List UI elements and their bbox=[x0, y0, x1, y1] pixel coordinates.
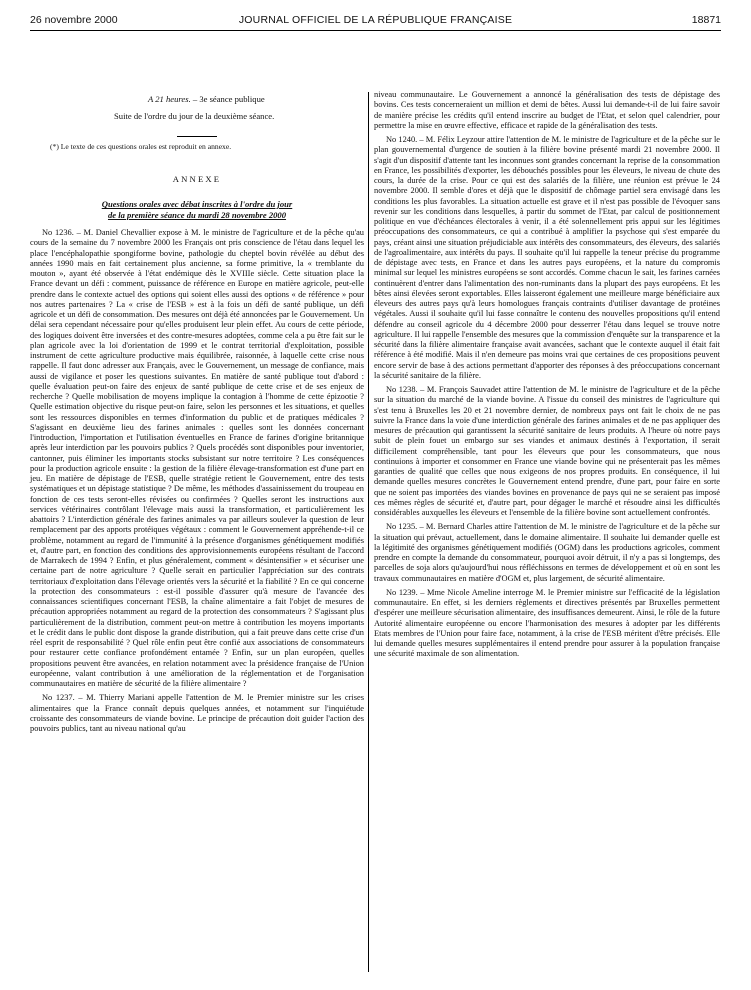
left-column bbox=[30, 90, 364, 734]
footnote: (*) Le texte de ces questions orales est reproduit en annexe. bbox=[50, 141, 232, 151]
order-of-day-line: Suite de l'ordre du jour de la deuxième séance. bbox=[114, 111, 275, 122]
annex-subtitle bbox=[30, 199, 364, 220]
header-date: 26 novembre 2000 bbox=[30, 14, 118, 26]
page-header bbox=[30, 14, 721, 30]
annex-title: ANNEXE bbox=[172, 173, 222, 184]
question-1237-continued: niveau communautaire. Le Gouvernement a annoncé la généralisation des tests de dépistage des bovins. Ces tests concerneraient un million et demi de bêtes. Aussi lui demande-t-il de lui faire savoir de manière précise les crédits qu'il entend inscrire au budget de l'Etat, et selon quel calendrier, pour permettre la mise en œuvre effective, efficace et rapide de la généralisation des tests. bbox=[374, 90, 720, 130]
column-separator bbox=[368, 92, 369, 972]
header-title: JOURNAL OFFICIEL DE LA RÉPUBLIQUE FRANÇAISE bbox=[238, 14, 513, 26]
divider bbox=[177, 136, 217, 137]
annex-subtitle-line-1: Questions orales avec débat inscrites à l'ordre du jour bbox=[101, 199, 293, 209]
question-1239: No 1239. – Mme Nicole Ameline interroge M. le Premier ministre sur l'efficacité de la législation communautaire. En effet, si les derniers règlements et directives présentés par Bruxelles permettent d'espérer une meilleure sécurisation alimentaire, des insuffisances demeurent. Ainsi, le rôle de la future Autorité alimentaire européenne ou encore l'harmonisation des mesures à adopter par les différents Etats membres de l'Union pour faire face, notamment, à la crise de l'ESB méritent d'être précisés. Elle lui demande quelles mesures supplémentaires il entend prendre pour assurer à la population française une sécurité maximale de son alimentation. bbox=[374, 587, 720, 659]
right-column bbox=[374, 90, 720, 660]
sitting-line bbox=[30, 94, 364, 104]
question-1235: No 1235. – M. Bernard Charles attire l'attention de M. le ministre de l'agriculture et de la pêche sur la situation qui prévaut, actuellement, dans le domaine alimentaire. Il souhaite lui demander quelle est la légitimité des organismes génétiquement modifiés (OGM) dans les productions agricoles, comment prendre en compte la demande du consommateur, pourquoi avoir détruit, il n'y a pas si longtemps, des parcelles de soja alors qu'aujourd'hui nous réfléchissons en termes de développement et où en sont les travaux communautaires en matière d'OGM et, plus largement, de sécurité alimentaire. bbox=[374, 522, 720, 583]
question-1237: No 1237. – M. Thierry Mariani appelle l'attention de M. le Premier ministre sur les crises alimentaires que la France connaît depuis quelques années, et notamment sur l'inquiétude croissante des consommateurs de viande bovine. Le principe de précaution doit guider l'action des pouvoirs publics, tant au niveau national qu'au bbox=[30, 693, 364, 733]
header-rule bbox=[30, 30, 721, 31]
sitting-label: – 3e séance publique bbox=[190, 94, 265, 104]
question-1240: No 1240. – M. Félix Leyzour attire l'attention de M. le ministre de l'agriculture et de la pêche sur le plan gouvernemental d'urgence de soutien à la filière bovine présenté mardi 21 novembre 2000. Il s'agit d'un dispositif d'attente tant les inconnues sont grandes concernant la reprise de la consommation en France, les possibilités d'exporter, les débouchés possibles pour les éleveurs, le niveau de chute des cours, la durée de la crise. Pour ce qui est des salariés de la filière, une réunion est prévue le 24 novembre 2000. Il semble d'ores et déjà que le dispositif de chômage partiel sera envisagé dans les conditions les plus favorables. La situation actuelle est grave et il n'est pas possible de l'évoquer sans revenir sur les conditions dans lesquelles, à partir du sommet de l'Etat, par calcul de positionnement politique en vue d'échéances électorales à venir, il a été solennellement pris appui sur les légitimes préoccupations des consommateurs, ce qui a contribué à amplifier la psychose qui s'est emparée du pays, créant ainsi une situation préjudiciable aux intérêts des consommateurs, des éleveurs, des salariés de l'agroalimentaire, aux intérêts du pays. Il souhaite qu'il lui rappelle la teneur précise du programme de dépistage avec tests, en France et dans les autres pays européens, et la nature du compromis minimal sur lequel les ministres européens se sont accordés. Comme chacun le sait, les farines carnées continuèrent d'entrer dans l'alimentation des non-ruminants dans la plupart des pays européens. Et les bêtes ainsi élevées seront exportables. Elles laisseront également une meilleure marge bénéficiaire aux éleveurs des autres pays qu'à leurs homologues français contraints d'utiliser davantage de protéines végétales. Aussi il souhaite qu'il lui fasse connaître le contenu des nouvelles propositions qu'il entend défendre au conseil agricole du 4 décembre 2000 pour desserrer l'étau dans lequel se trouve notre agriculture. Il lui rappelle l'ensemble des mesures que la commission d'enquête sur la transparence et la sécurité dans la filière alimentaire française avait avancées, sachant que le contexte auquel il était fait référence à été modifié. Mais il n'en demeure pas moins vrai que certaines de ces propositions peuvent encore servir de base à des actions permettant d'apporter des réponses à des préoccupations concernant la sécurité sanitaire de la filière. bbox=[374, 135, 720, 380]
sitting-time: A 21 heures. bbox=[148, 94, 191, 104]
question-1238: No 1238. – M. François Sauvadet attire l'attention de M. le ministre de l'agriculture et de la pêche sur la situation du marché de la viande bovine. A l'issue du conseil des ministres de l'agriculture qui s'est tenu à Bruxelles les 20 et 21 novembre dernier, de nombreux pays ont fait le choix de ne pas suivre la France dans la voie d'une interdiction générale des farines animales et de ne pas appliquer des mesures de précaution qui garantissent la sécurité sanitaire de leurs produits. A l'heure où notre pays subit de plein fouet un embargo sur ses viandes et animaux destinés à l'exportation, il serait difficilement compréhensible, tant pour les éleveurs que pour les consommateurs, que nous continuions à importer et consommer en France une viande bovine qui ne présenterait pas les mêmes garanties de qualité que celles que nous exigeons de nos propres produits. En conséquence, il lui demande quelles mesures concrètes le Gouvernement entend prendre, d'une part, pour faire en sorte que ne soient pas importées des viandes bovines en provenance de pays qui ne se seraient pas imposé ces mêmes règles de sécurité et, d'autre part, pour dégager le marché et résoudre ainsi les difficultés considérables auxquelles les éleveurs et l'ensemble de la filière bovine sont actuellement confrontés. bbox=[374, 385, 720, 517]
header-page-number: 18871 bbox=[691, 14, 721, 26]
annex-subtitle-line-2: de la première séance du mardi 28 novembre 2000 bbox=[107, 209, 287, 220]
question-1236: No 1236. – M. Daniel Chevallier expose à M. le ministre de l'agriculture et de la pêche qu'au cours de la semaine du 7 novembre 2000 les Français ont pris conscience de l'étau dans lequel les place l'encéphalopathie spongiforme bovine, pathologie du cheptel bovin révélée au début des années 1990 mais en fait certainement plus ancienne, sa forme primitive, la « tremblante du mouton », ayant été observée à l'état endémique dès le XVIIIe siècle. Cette situation place la France devant un défi : comment, puissance de référence en Europe en matière agricole, peut-elle prendre dans le contexte actuel des options qui soient elles aussi des options « de référence » pour nos autres partenaires ? La « crise de l'ESB » est à la fois un défi de santé publique, un défi agricole et un défi de consommation. Des mesures ont déjà été annoncées par le Gouvernement. Un délai sera cependant nécessaire pour qu'elles produisent leur plein effet. Au cours de cette période, des logiques doivent être inversées et des contre-mesures adoptées, comme cela a pu être fait sur le plan agricole avec la loi d'orientation de 1999 et le contrat territorial d'exploitation, possible instrument de cette agriculture productive mais équilibrée, raisonnée, à laquelle cette crise nous rappelle. Il faut donc adresser aux Français, avec le Gouvernement, un message de confiance, mais aussi de vigilance et poser les questions suivantes. En matière de santé publique tout d'abord : quelle évaluation peut-on faire des enjeux de santé publique de cette crise et de ses enjeux de recherche ? Quelle mobilisation de moyens implique la contagion à l'homme de cette épizootie ? Quelle estimation objective du risque peut-on faire, selon les personnes et les situations, et quelles sont les ressources disponibles en termes d'information du public et de pratiques médicales ? S'agissant en deuxième lieu des farines animales : quelles sont les données concernant l'introduction, l'importation et l'utilisation éventuelles en France de farines d'origine britannique après leur interdiction par les pouvoirs publics ? Quels procédés sont disponibles pour inventorier, cantonner, puis éliminer les importants stocks subsistant sur notre territoire ? Les conséquences pour la production agricole ensuite : la gestion de la filière élevage-transformation est d'une part en jeu. En matière de dépistage de l'ESB, quelle stratégie retient le Gouvernement, entre des tests systématiques et un dépistage statistique ? De même, les méthodes d'assainissement du troupeau en fonction de ces tests seront-elles révisées ou confirmées ? Quelles seront les instructions aux services vétérinaires contrôlant l'élevage mais aussi la transformation, et particulièrement les abattoirs ? L'interdiction générale des farines animales va par ailleurs soulever la question de leur remplacement par des apports protéiques végétaux : comment le Gouvernement appréhende-t-il ce problème, notamment au regard de l'immunité à la présence d'organismes génétiquement modifiés et, d'autre part, en fonction des conditions des approvisionnements européens résultant de l'accord de Marrakech de 1994 ? Enfin, et plus généralement, comment « désintensifier » et sécuriser une certaine part de notre agriculture ? Quelle serait en particulier l'appréciation sur des contrats territoriaux d'exploitation dans l'élevage orientés vers la sécurité et la fiabilité ? En ce qui concerne la protection des consommateurs : est-il possible d'assurer qu'à mesure de l'avancée des connaissances scientifiques concernant l'ESB, la chaîne alimentaire a fait l'objet de mesures de précaution appropriées notamment au regard de la protection des consommateurs ? S'agissant plus particulièrement de la distribution, comment peut-on mettre à contribution les moyens importants et le crédit dans le public dont dispose la grande distribution, qui a fait preuve dans cette crise d'un réel esprit de responsabilité ? Quel rôle enfin peut être confié aux associations de consommateurs pour restaurer cette confiance profondément entamée ? Enfin, sur un plan européen, quelles propositions peuvent être avancées, en relation notamment avec la présidence française de l'Union européenne, valant contribution à une amélioration de la réglementation et de l'organisation communautaires en matière de sécurité de la filière alimentaire ? bbox=[30, 228, 364, 688]
